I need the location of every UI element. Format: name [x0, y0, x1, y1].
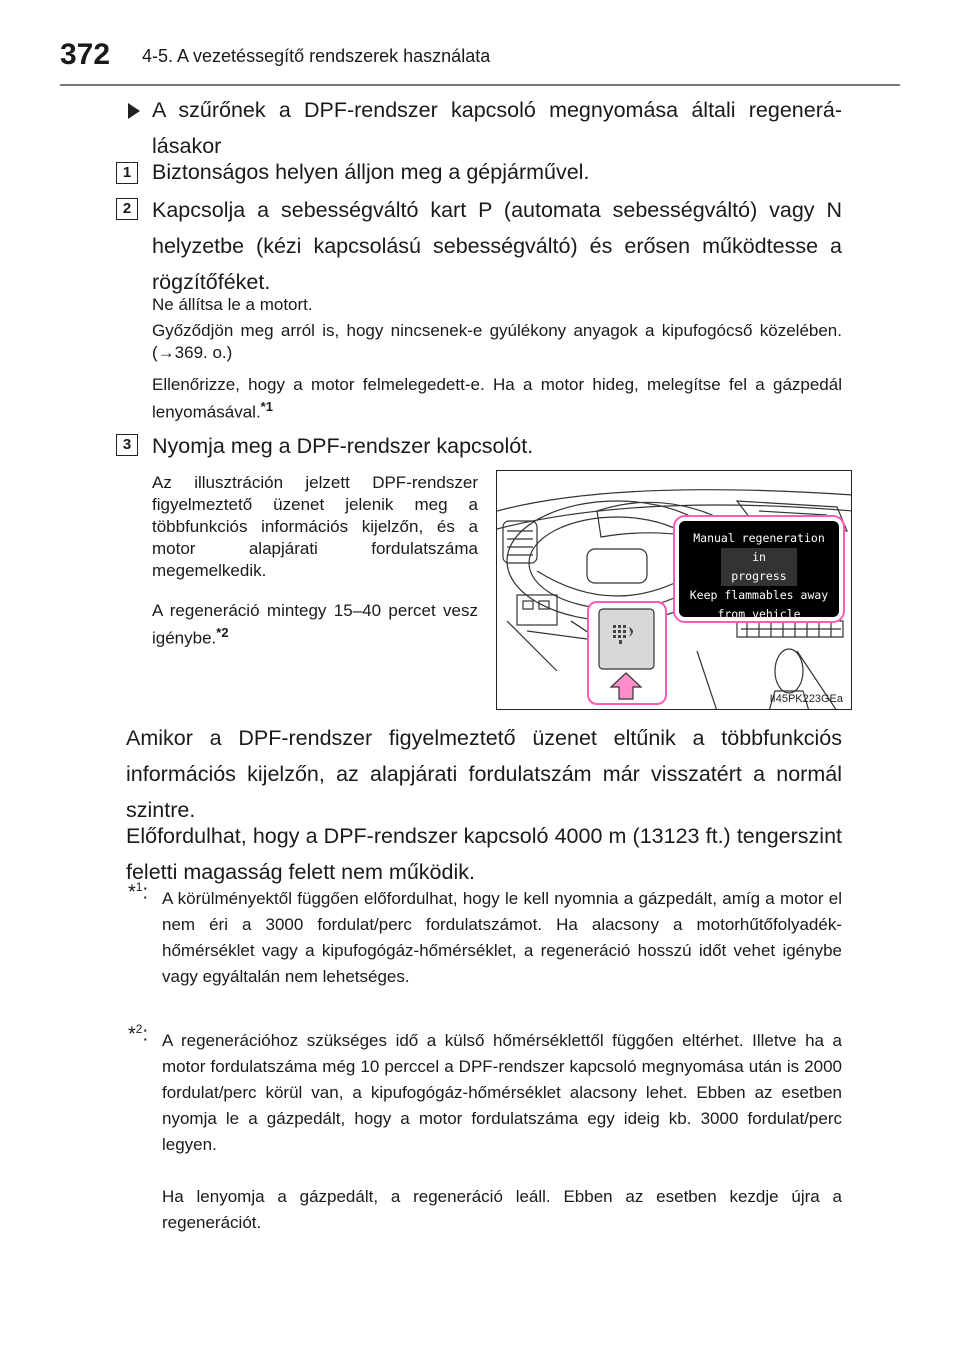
section-bullet-icon [128, 103, 140, 119]
step-number-2: 2 [116, 198, 138, 220]
step-number-1: 1 [116, 162, 138, 184]
message-line-2: in progress [721, 548, 797, 586]
warning-message-callout [673, 515, 845, 623]
step-3-text: Nyomja meg a DPF-rendszer kapcsolót. [152, 434, 534, 458]
footnote-1-text: A körülményektől függően előfordulhat, hogy le kell nyomnia a gázpedált, amíg a motor el nem éri a 3000 fordulat/perc fordulatszámot. Ha alacsony a motorhűtőfolyadék-hőmérséklet vagy a kipufogógáz-hőmérséklet, a regeneráció hosszú időt vehet igénybe vagy egyáltalán nem lehetséges. [162, 889, 842, 986]
dpf-switch-icon [589, 603, 664, 702]
footnote-1-marker: *$^1$: [128, 880, 149, 904]
section-title: A szűrőnek a DPF-rendszer kapcsoló megnyomása általi regenerálásakor [152, 98, 842, 158]
footnote-ref-1: *1 [260, 399, 273, 414]
dashboard-illustration [496, 470, 852, 710]
message-line-3: Keep flammables away [689, 588, 829, 602]
footnote-2-text-continued: Ha lenyomja a gázpedált, a regeneráció leáll. Ebben az esetben kezdje újra a regenerációt. [162, 1187, 842, 1232]
step-1-text: Biztonságos helyen álljon meg a gépjárművel. [152, 160, 590, 184]
figure-code: II45PK223GEa [769, 693, 843, 705]
step-number-3: 3 [116, 434, 138, 456]
message-line-1: Manual regeneration [693, 531, 825, 545]
body-paragraph-2: Előfordulhat, hogy a DPF-rendszer kapcsoló 4000 m (13123 ft.) tengerszint feletti magasság felett nem működik. [126, 824, 842, 884]
step-2-note-3: Ellenőrizze, hogy a motor felmelegedett-e. Ha a motor hideg, melegítse fel a gázpedál lenyomásával.$^{*1}$ [152, 375, 842, 422]
footnote-ref-2: *2 [216, 625, 229, 640]
step-2-text: Kapcsolja a sebességváltó kart P (automata sebességváltó) vagy N helyzetbe (kézi kapcsolású sebességváltó) és erősen működtesse a rögzítőféket. [152, 198, 842, 294]
press-arrow-icon [611, 673, 641, 699]
message-line-4: from vehicle [717, 607, 801, 621]
page-number: 372 [60, 38, 111, 71]
body-paragraph-1: Amikor a DPF-rendszer figyelmeztető üzenet eltűnik a többfunkciós információs kijelzőn, az alapjárati fordulatszám már visszatért a normál szintre. [126, 726, 842, 822]
multi-info-display [679, 521, 839, 621]
dpf-switch-callout [587, 601, 667, 705]
footnote-2-text: A regenerációhoz szükséges idő a külső hőmérséklettől függően eltérhet. Illetve ha a motor fordulatszáma még 10 perccel a DPF-rendszer kapcsoló megnyomása után is 2000 fordulat/perc körül van, a kipufogógáz-hőmérséklet alacsony lehet. Ebben az esetben nyomja le a gázpedált, hogy a motor fordulatszáma egy ideig kb. 3000 fordulat/perc legyen. [162, 1031, 842, 1154]
step-2-note-1: Ne állítsa le a motort. [152, 295, 313, 314]
footnote-2-marker: *$^2$: [128, 1022, 149, 1046]
header-rule [60, 84, 900, 86]
step-3-note-2: A regeneráció mintegy 15–40 percet vesz igénybe.$^{*2}$ [152, 601, 478, 648]
step-3-note-1: Az illusztráción jelzett DPF-rendszer figyelmeztető üzenet jelenik meg a többfunkciós információs kijelzőn, és a motor alapjárati fordulatszáma megemelkedik. [152, 473, 478, 580]
chapter-title: 4-5. A vezetéssegítő rendszerek használata [142, 46, 491, 66]
step-2-note-2: Győződjön meg arról is, hogy nincsenek-e gyúlékony anyagok a kipufogócső közelében. (→369. o.) [152, 321, 842, 362]
